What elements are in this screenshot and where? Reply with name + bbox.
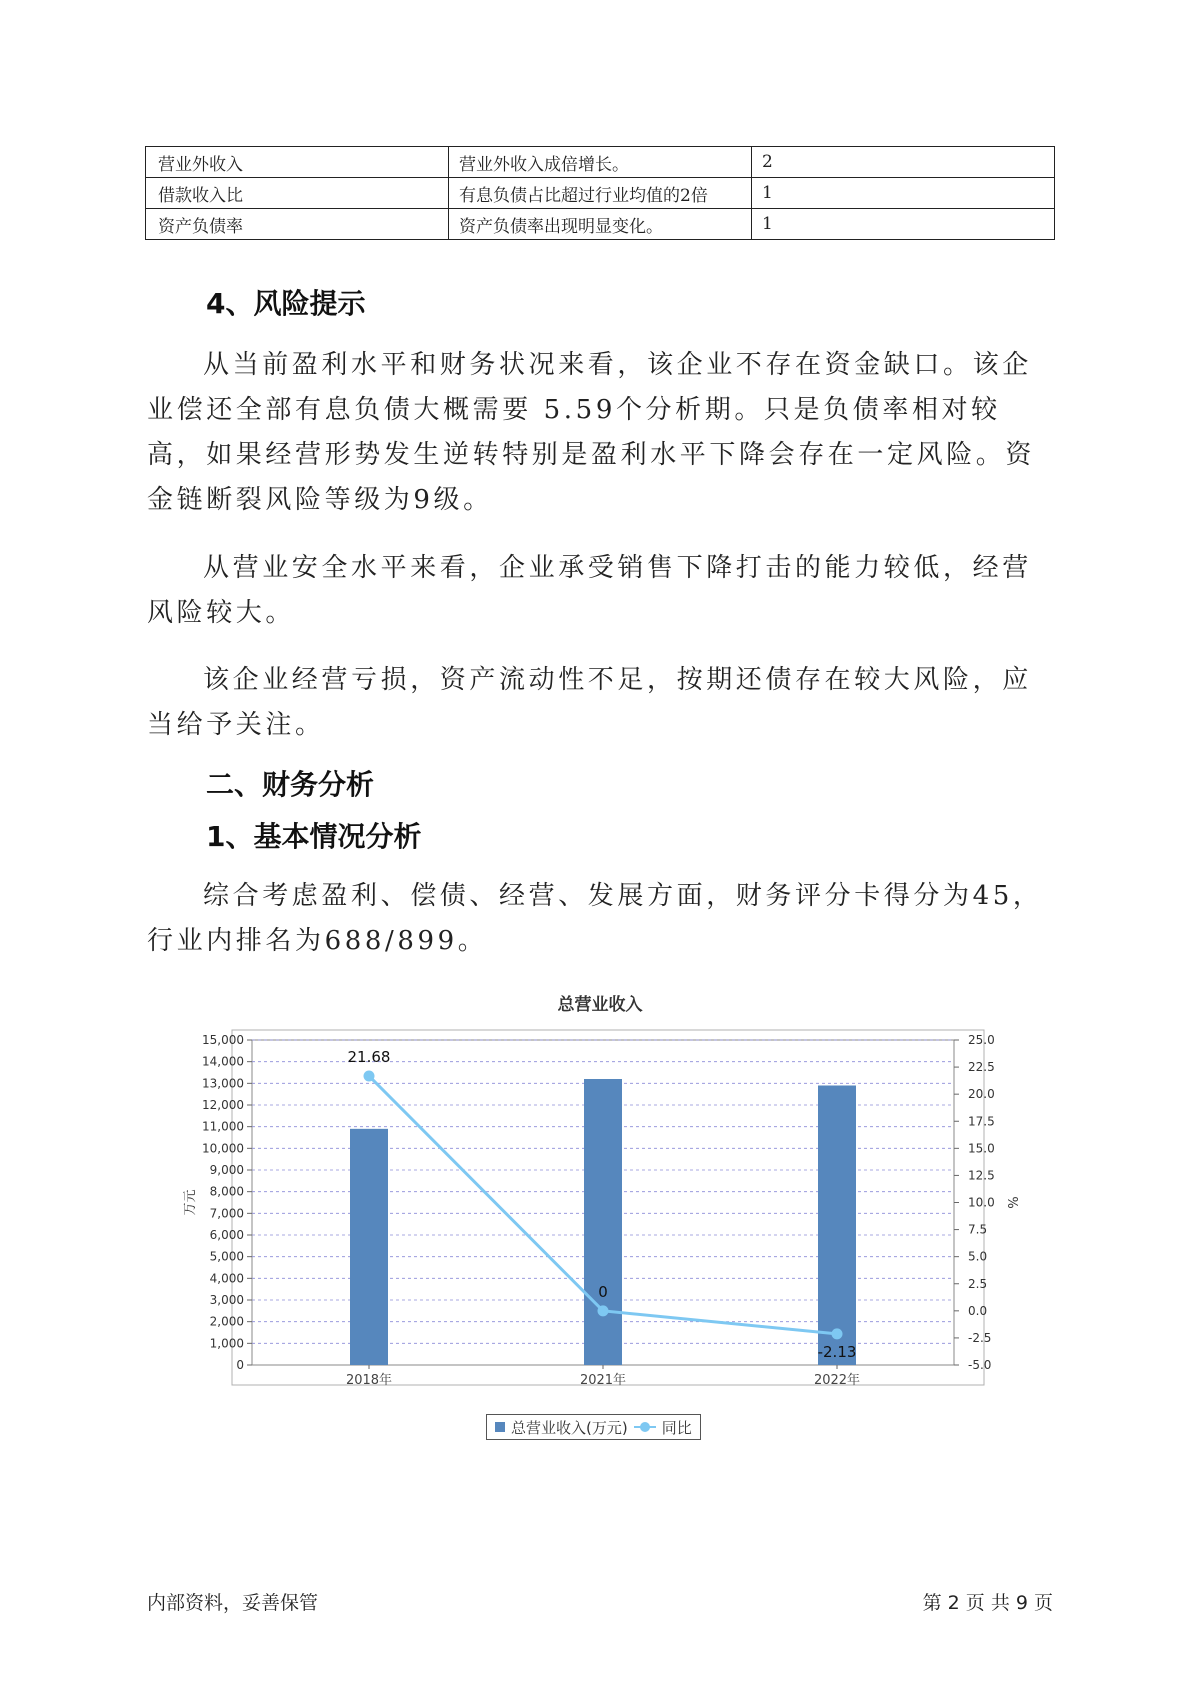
- y-tick-label: 8,000: [209, 1184, 244, 1199]
- y2-tick-label: 20.0: [968, 1087, 995, 1102]
- section-heading-finance: 二、财务分析: [206, 768, 375, 801]
- section-heading-risk: 4、风险提示: [206, 287, 366, 320]
- bar-revenue-2022年: [818, 1086, 856, 1366]
- table-cell: 营业外收入: [146, 147, 449, 178]
- subsection-heading-basic: 1、基本情况分析: [206, 820, 422, 853]
- y-tick-label: 0: [236, 1358, 244, 1372]
- point-yoy-2022年: [832, 1328, 843, 1339]
- data-label-yoy: 0: [598, 1282, 608, 1301]
- y-tick-label: 5,000: [209, 1249, 244, 1264]
- paragraph: 该企业经营亏损，资产流动性不足，按期还债存在较大风险，应当给予关注。: [147, 665, 1032, 740]
- y-tick-label: 9,000: [209, 1163, 244, 1177]
- table-cell: 借款收入比: [146, 178, 449, 209]
- table-row: [146, 178, 1055, 209]
- y-tick-label: 7,000: [209, 1206, 244, 1221]
- y-tick-label: 3,000: [209, 1293, 244, 1307]
- y-tick-label: 12,000: [202, 1098, 244, 1112]
- data-label-yoy: 21.68: [347, 1047, 391, 1066]
- risk-indicator-table: [145, 146, 1055, 240]
- paragraph: 从营业安全水平来看，企业承受销售下降打击的能力较低，经营风险较大。: [147, 553, 1032, 628]
- point-yoy-2021年: [598, 1305, 609, 1316]
- table-cell: 有息负债占比超过行业均值的2倍: [449, 178, 752, 209]
- table-cell: 1: [752, 178, 1055, 209]
- y2-tick-label: 2.5: [968, 1276, 988, 1291]
- y-tick-label: 4,000: [209, 1271, 244, 1286]
- y-tick-label: 14,000: [202, 1054, 244, 1069]
- table-row: [146, 147, 1055, 178]
- revenue-chart: [160, 990, 1040, 1450]
- y2-tick-label: 25.0: [968, 1033, 995, 1047]
- y2-tick-label: 0.0: [968, 1303, 988, 1318]
- y2-tick-label: 5.0: [968, 1249, 988, 1264]
- y-tick-label: 10,000: [202, 1141, 244, 1156]
- footer-confidential: 内部资料，妥善保管: [147, 1592, 319, 1614]
- table-cell: 资产负债率: [146, 209, 449, 240]
- legend-bar-swatch: [495, 1422, 505, 1432]
- y2-axis-label: %: [1004, 1196, 1019, 1209]
- y2-tick-label: -5.0: [968, 1358, 992, 1372]
- paragraph: 从当前盈利水平和财务状况来看，该企业不存在资金缺口。该企业偿还全部有息负债大概需要 5.59个分析期。只是负债率相对较高，如果经营形势发生逆转特别是盈利水平下降会存在一定风险。资金链断裂风险等级为9级。: [147, 350, 1036, 515]
- y-tick-label: 2,000: [209, 1314, 244, 1329]
- y-tick-label: 6,000: [209, 1228, 244, 1242]
- x-tick-label: 2022年: [813, 1373, 861, 1388]
- x-tick-label: 2018年: [345, 1373, 393, 1388]
- legend-label-revenue: 总营业收入(万元): [511, 1418, 628, 1437]
- point-yoy-2018年: [364, 1070, 375, 1081]
- y-tick-label: 13,000: [202, 1076, 244, 1091]
- y2-tick-label: 17.5: [968, 1114, 995, 1129]
- y2-tick-label: 22.5: [968, 1060, 995, 1075]
- table-cell: 1: [752, 209, 1055, 240]
- data-label-yoy: -2.13: [817, 1342, 857, 1361]
- y2-tick-label: 15.0: [968, 1141, 995, 1156]
- chart-legend: [486, 1414, 701, 1440]
- y2-tick-label: -2.5: [968, 1330, 992, 1345]
- x-tick-label: 2021年: [579, 1373, 627, 1388]
- y2-tick-label: 12.5: [968, 1168, 995, 1183]
- chart-canvas: [160, 990, 1040, 1410]
- table-row: [146, 209, 1055, 240]
- y2-tick-label: 7.5: [968, 1222, 988, 1237]
- table-cell: 2: [752, 147, 1055, 178]
- paragraph: 综合考虑盈利、偿债、经营、发展方面，财务评分卡得分为45，行业内排名为688/899。: [147, 881, 1043, 956]
- y-tick-label: 1,000: [209, 1336, 244, 1351]
- chart-title: 总营业收入: [557, 995, 643, 1015]
- y-tick-label: 11,000: [202, 1119, 244, 1134]
- y2-tick-label: 10.0: [968, 1195, 995, 1210]
- bar-revenue-2018年: [350, 1129, 388, 1365]
- legend-label-yoy: 同比: [661, 1418, 692, 1437]
- legend-line-swatch: [634, 1422, 656, 1432]
- footer-page-number: 第 2 页 共 9 页: [922, 1592, 1053, 1614]
- y-tick-label: 15,000: [202, 1033, 244, 1047]
- table-cell: 营业外收入成倍增长。: [449, 147, 752, 178]
- bar-revenue-2021年: [584, 1079, 622, 1365]
- table-cell: 资产负债率出现明显变化。: [449, 209, 752, 240]
- y-axis-label: 万元: [183, 1189, 198, 1216]
